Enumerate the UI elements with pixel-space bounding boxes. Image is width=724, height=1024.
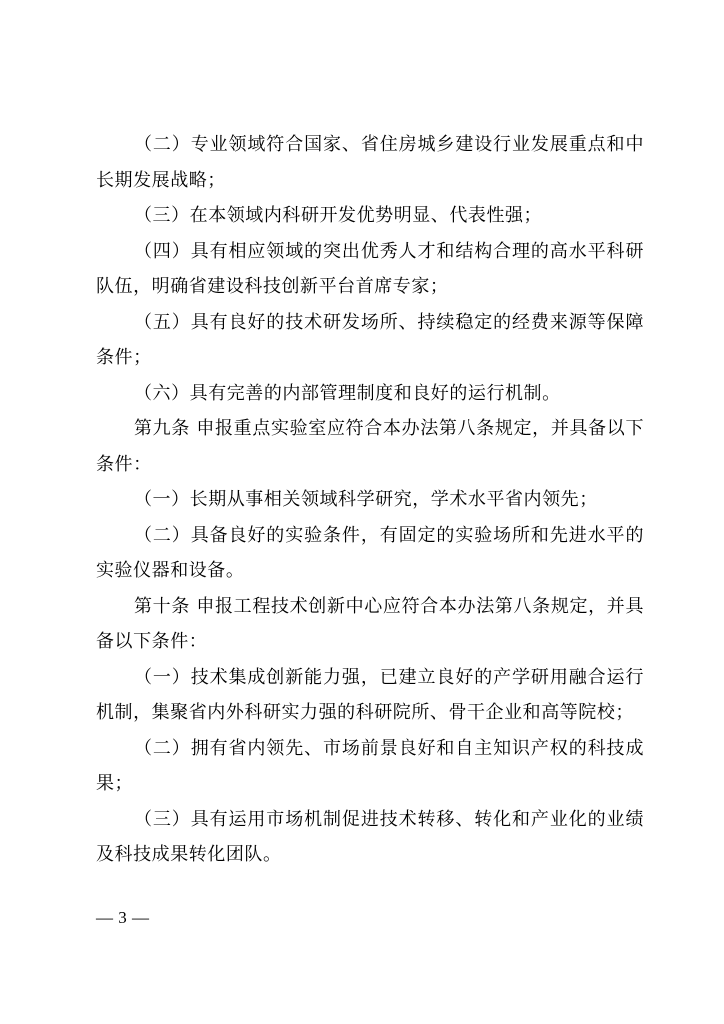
paragraph: （四）具有相应领域的突出优秀人才和结构合理的高水平科研队伍，明确省建设科技创新平台首席专家； xyxy=(96,240,644,297)
paragraph: （六）具有完善的内部管理制度和良好的运行机制。 xyxy=(134,382,561,404)
article-paragraph: 第九条 申报重点实验室应符合本办法第八条规定，并具备以下条件： xyxy=(96,418,644,475)
paragraph: （一）技术集成创新能力强，已建立良好的产学研用融合运行机制，集聚省内外科研实力强的科研院所、骨干企业和高等院校； xyxy=(96,666,644,723)
page-number: — 3 — xyxy=(96,908,150,927)
paragraph: （二）专业领域符合国家、省住房城乡建设行业发展重点和中长期发展战略； xyxy=(96,134,644,191)
paragraph: （二）拥有省内领先、市场前景良好和自主知识产权的科技成果； xyxy=(96,737,644,794)
document-body xyxy=(96,127,644,873)
paragraph: （三）具有运用市场机制促进技术转移、转化和产业化的业绩及科技成果转化团队。 xyxy=(96,808,644,865)
paragraph: （二）具备良好的实验条件，有固定的实验场所和先进水平的实验仪器和设备。 xyxy=(96,524,644,581)
article-paragraph: 第十条 申报工程技术创新中心应符合本办法第八条规定，并具备以下条件： xyxy=(96,595,644,652)
paragraph: （三）在本领域内科研开发优势明显、代表性强； xyxy=(134,205,543,226)
paragraph: （一）长期从事相关领域科学研究，学术水平省内领先； xyxy=(134,489,598,510)
paragraph: （五）具有良好的技术研发场所、持续稳定的经费来源等保障条件； xyxy=(96,311,644,368)
